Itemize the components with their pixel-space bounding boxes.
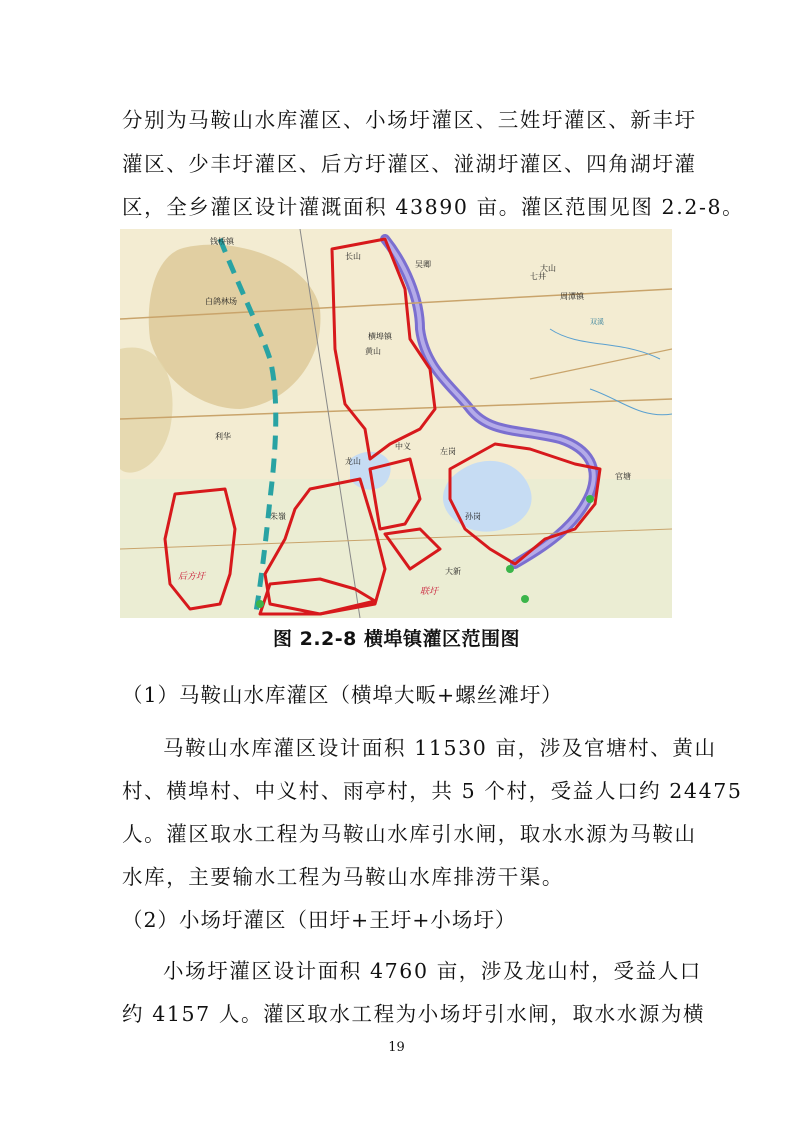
label-qiancheng: 钱桥镇: [210, 237, 234, 246]
section1-line-2: 村、横埠村、中义村、雨亭村，共 5 个村，受益人口约 24475: [122, 779, 743, 803]
map-svg: [120, 229, 672, 618]
intro-line-1: 分别为马鞍山水库灌区、小场圩灌区、三姓圩灌区、新丰圩: [122, 108, 697, 132]
label-houfang: 后方圩: [178, 572, 206, 582]
label-shuangxi: 双溪: [590, 318, 604, 326]
label-zhuqiao: 朱嶺: [270, 512, 286, 521]
section1-heading: （1）马鞍山水库灌区（横埠大畈+螺丝滩圩）: [122, 683, 563, 707]
label-guantang: 官塘: [615, 472, 631, 481]
label-baishan: 白鸽林场: [205, 297, 237, 306]
intro-line-2: 灌区、少丰圩灌区、后方圩灌区、湴湖圩灌区、四角湖圩灌: [122, 152, 697, 176]
marker-4: [521, 595, 529, 603]
label-daxin: 大新: [445, 567, 461, 576]
marker-2: [506, 565, 514, 573]
label-zhongxin: 联圩: [420, 587, 439, 597]
label-hengshan: 黄山: [365, 347, 381, 356]
section2-heading: （2）小场圩灌区（田圩+王圩+小场圩）: [122, 908, 517, 932]
label-longshan: 龙山: [345, 457, 361, 466]
irrigation-area-map: [120, 229, 672, 618]
marker-1: [256, 600, 264, 608]
section1-line-4: 水库，主要输水工程为马鞍山水库排涝干渠。: [122, 865, 564, 889]
label-dashan: 大山: [540, 264, 556, 273]
label-town2: 周潭镇: [560, 292, 584, 301]
section1-line-1: 马鞍山水库灌区设计面积 11530 亩，涉及官塘村、黄山: [163, 736, 717, 760]
section1-line-3: 人。灌区取水工程为马鞍山水库引水闸，取水水源为马鞍山: [122, 822, 697, 846]
label-zhongyi: 中义: [395, 442, 411, 451]
intro-line-3: 区，全乡灌区设计灌溉面积 43890 亩。灌区范围见图 2.2-8。: [122, 195, 745, 219]
label-qijing: 七井: [530, 272, 546, 281]
marker-3: [586, 495, 594, 503]
section2-line-2: 约 4157 人。灌区取水工程为小场圩引水闸，取水水源为横: [122, 1002, 706, 1026]
label-sunqiao: 孙岗: [465, 512, 481, 521]
label-town1: 横埠镇: [368, 332, 392, 341]
label-changshan: 长山: [345, 252, 361, 261]
figure-caption: 图 2.2-8 横埠镇灌区范围图: [273, 628, 520, 650]
page-number: 19: [388, 1040, 405, 1055]
label-lipu: 左岗: [440, 447, 456, 456]
label-liwa: 利华: [215, 432, 231, 441]
label-wuqing: 吴卿: [415, 260, 431, 269]
section2-line-1: 小场圩灌区设计面积 4760 亩，涉及龙山村，受益人口: [163, 959, 702, 983]
